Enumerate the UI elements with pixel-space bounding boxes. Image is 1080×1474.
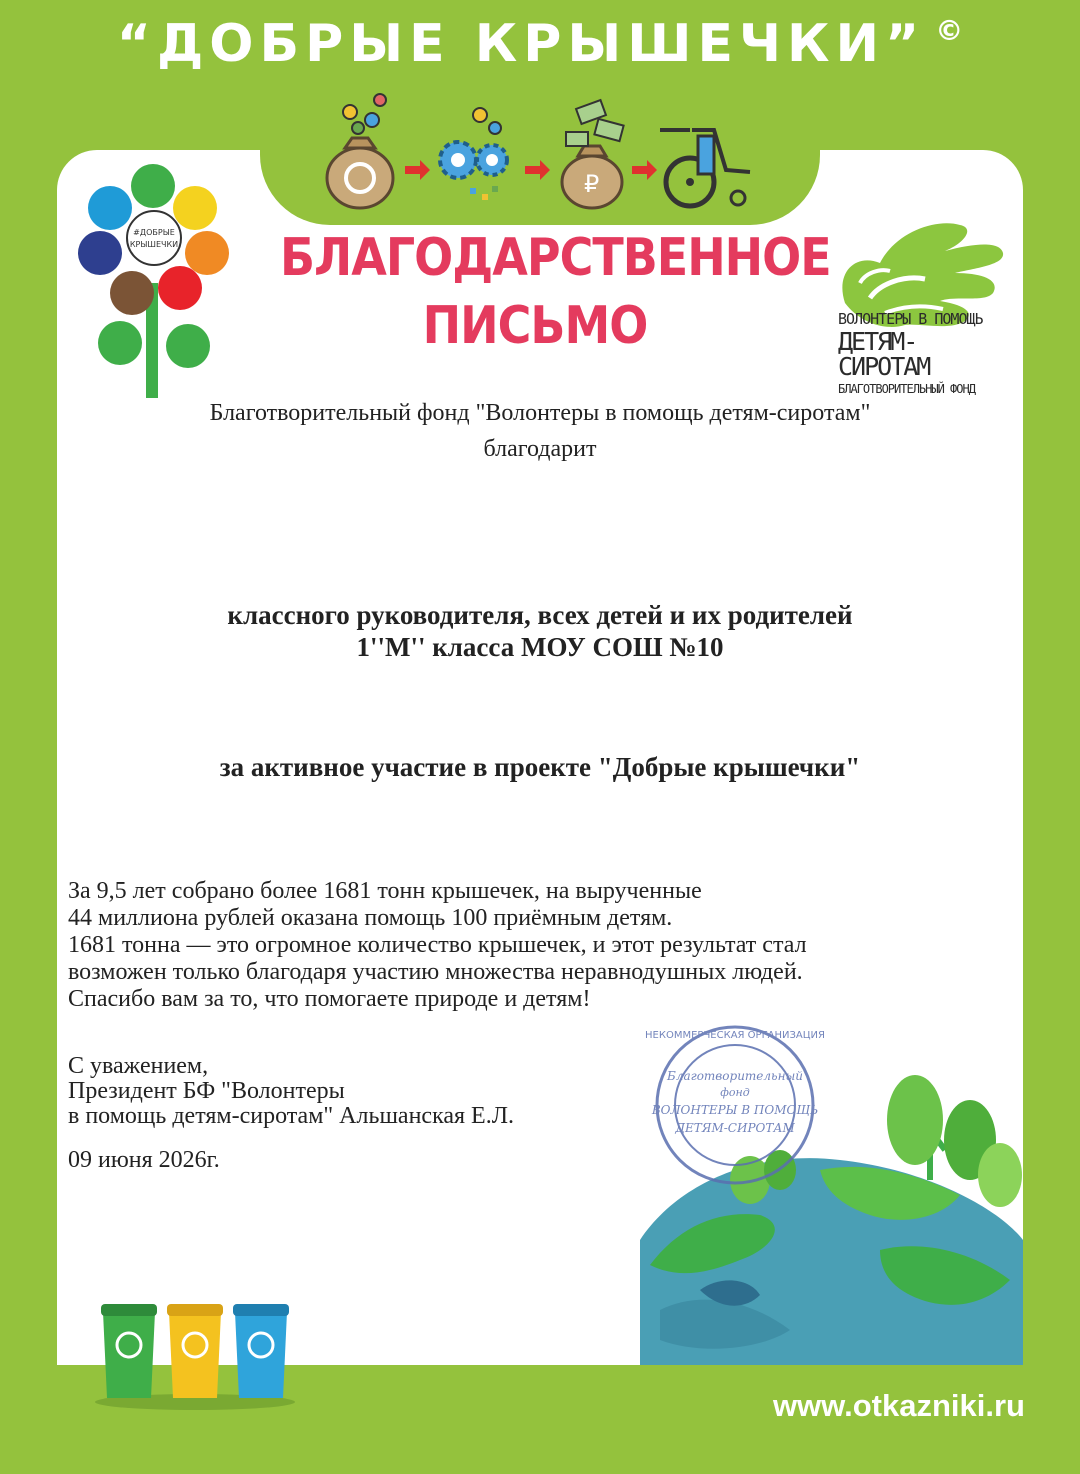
letter-body <box>68 878 1018 1013</box>
fund-logo-text <box>838 312 998 395</box>
wheelchair-icon <box>660 130 750 206</box>
process-steps <box>320 90 770 215</box>
sign-line-3: в помощь детям-сиротам" Альшанская Е.Л. <box>68 1103 514 1129</box>
svg-text:₽: ₽ <box>584 170 600 198</box>
arrow-icon <box>632 160 657 180</box>
body-line: За 9,5 лет собрано более 1681 тонн крышечек, на вырученные <box>68 878 702 904</box>
green-bin-icon <box>101 1304 157 1398</box>
reason-line: за активное участие в проекте "Добрые крышечки" <box>219 752 861 782</box>
stamp-line-3: ВОЛОНТЕРЫ В ПОМОЩЬ <box>651 1103 819 1117</box>
signature-block <box>68 1054 514 1129</box>
dobrye-kryshechki-logo <box>70 158 240 403</box>
stamp-ring-text: НЕКОММЕРЧЕСКАЯ ОРГАНИЗАЦИЯ <box>645 1030 825 1041</box>
website-url[interactable]: www.otkazniki.ru <box>772 1388 1025 1423</box>
body-line: 44 миллиона рублей оказана помощь 100 приёмным детям. <box>68 905 673 931</box>
recipient-line-1: классного руководителя, всех детей и их родителей <box>227 600 853 630</box>
flower-label-2: КРЫШЕЧКИ <box>129 240 179 249</box>
recipient-line-2: 1''М'' класса МОУ СОШ №10 <box>356 632 724 662</box>
recycle-bins-icon <box>95 1300 300 1410</box>
body-line: 1681 тонна — это огромное количество крышечек, и этот результат стал <box>68 932 807 958</box>
fund-logo-line1: ВОЛОНТЕРЫ В ПОМОЩЬ <box>838 310 983 328</box>
money-bag-ruble-icon <box>562 100 624 208</box>
stamp-line-4: ДЕТЯМ-СИРОТАМ <box>675 1121 795 1135</box>
letter-date: 09 июня 2026г. <box>68 1147 220 1173</box>
yellow-bin-icon <box>167 1304 223 1398</box>
intro-line-2: благодарит <box>483 436 597 462</box>
intro-line-1: Благотворительный фонд "Волонтеры в помощь детям-сиротам" <box>209 400 871 426</box>
sign-line-2: Президент БФ "Волонтеры <box>68 1078 345 1104</box>
fund-logo-line3: БЛАГОТВОРИТЕЛЬНЫЙ ФОНД <box>838 382 975 396</box>
letter-heading-line2: ПИСЬМО <box>422 294 648 356</box>
earth-illustration <box>640 1010 1023 1365</box>
project-title: “ДОБРЫЕ КРЫШЕЧКИ” © <box>116 14 964 74</box>
body-line: Спасибо вам за то, что помогаете природе и детям! <box>68 986 591 1012</box>
flower-label-1: #ДОБРЫЕ <box>133 228 175 237</box>
arrow-icon <box>525 160 550 180</box>
arrow-icon <box>405 160 430 180</box>
sign-line-1: С уважением, <box>68 1053 209 1079</box>
fund-logo-line2: ДЕТЯМ-СИРОТАМ <box>838 327 930 381</box>
body-line: возможен только благодаря участию множества неравнодушных людей. <box>68 959 803 985</box>
letter-heading-line1: БЛАГОДАРСТВЕННОЕ <box>280 226 831 288</box>
blue-bin-icon <box>233 1304 289 1398</box>
stamp-line-2: фонд <box>720 1086 750 1099</box>
stamp-line-1: Благотворительный <box>667 1069 803 1083</box>
money-bag-recycle-icon <box>327 94 393 208</box>
copyright-mark: © <box>935 14 964 47</box>
gears-icon <box>440 108 507 200</box>
